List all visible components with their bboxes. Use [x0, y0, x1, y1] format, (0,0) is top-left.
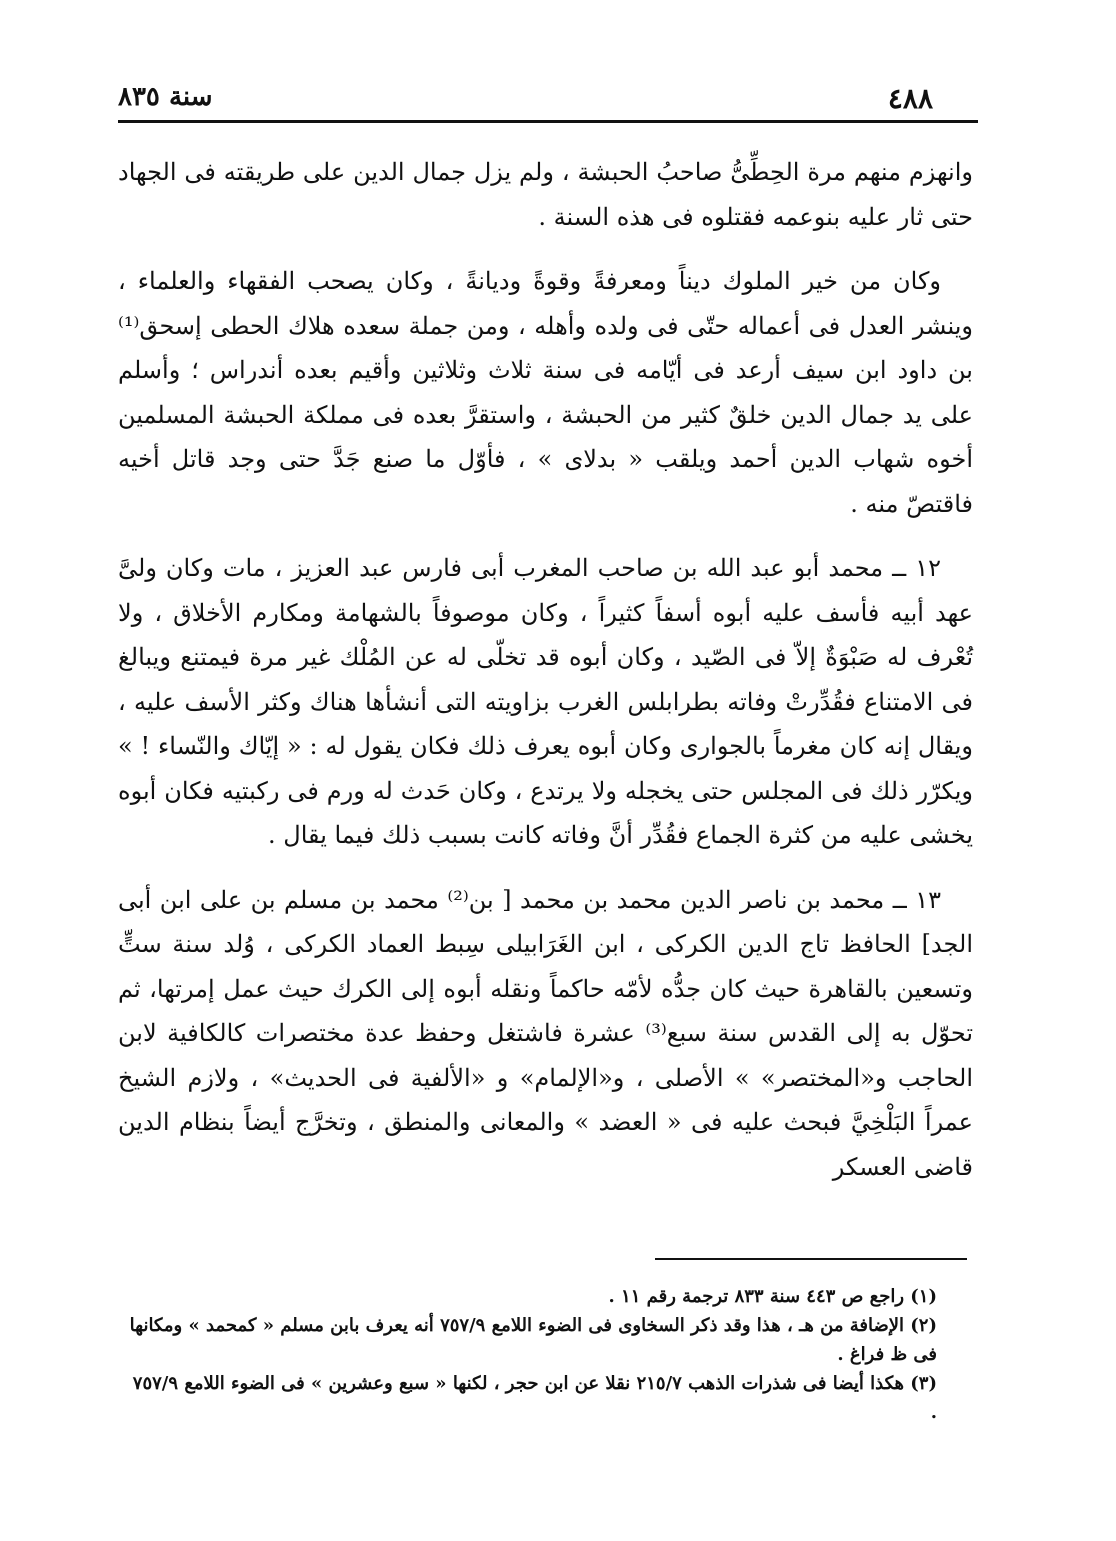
footnote-rule: [655, 1258, 967, 1260]
paragraph-1: وانهزم منهم مرة الحِطِّىُّ صاحبُ الحبشة ، ولم يزل جمال الدين على طريقته فى الجهاد حتى ثار عليه بنوعمه فقتلوه فى هذه السنة .: [118, 158, 973, 231]
footnotes: [125, 1282, 937, 1427]
page-header: [118, 78, 973, 122]
footnote-1: (١) راجع ص ٤٤٣ سنة ٨٣٣ ترجمة رقم ١١ .: [608, 1286, 937, 1307]
header-rule: [118, 120, 978, 123]
footnote-3: (٣) هكذا أيضا فى شذرات الذهب ٢١٥/٧ نقلا عن ابن حجر ، لكنها « سبع وعشرين » فى الضوء اللامع ٧٥٧/٩ .: [132, 1373, 937, 1423]
paragraph-entry-12: ١٢ ــ محمد أبو عبد الله بن صاحب المغرب أبى فارس عبد العزيز ، مات وكان ولىَّ عهد أبيه فأسف عليه أبوه أسفاً كثيراً ، وكان موصوفاً بالشهامة ومكارم الأخلاق ، ولا تُعْرف له صَبْوَةٌ إلاّ فى الصّيد ، وكان أبوه قد تخلّى له عن المُلْك غير مرة فيمتنع ويبالغ فى الامتناع فقُدِّرتْ وفاته بطرابلس الغرب بزاويته التى أنشأها هناك وكثر الأسف عليه ، ويقال إنه كان مغرماً بالجوارى وكان أبوه يعرف ذلك فكان يقول له : « إيّاك والنّساء ! » ويكرّر ذلك فى المجلس حتى يخجله ولا يرتدع ، وكان حَدث له ورم فى ركبتيه فكان أبوه يخشى عليه من كثرة الجماع فقُدِّر أنَّ وفاته كانت بسبب ذلك فيما يقال .: [118, 554, 974, 849]
paragraph-entry-13: ١٣ ــ محمد بن ناصر الدين محمد بن محمد [ بن⁽²⁾ محمد بن مسلم بن على ابن أبى الجد] الحافظ تاج الدين الكركى ، ابن الغَرَابيلى سِبط العماد الكركى ، وُلد سنة ستٍّ وتسعين بالقاهرة حيث كان جدُّه لأمّه حاكماً ونقله أبوه إلى الكرك حيث عمل إمرتها، ثم تحوّل به إلى القدس سنة سبع⁽³⁾ عشرة فاشتغل وحفظ عدة مختصرات كالكافية لابن الحاجب و«المختصر» » الأصلى ، و«الإلمام» و «الألفية فى الحديث» ، ولازم الشيخ عمراً البَلْخِيَّ فبحث عليه فى « العضد » والمعانى والمنطق ، وتخرَّج أيضاً بنظام الدين قاضى العسكر: [118, 885, 973, 1181]
running-head-year: سنة ٨٣٥: [118, 82, 213, 112]
main-text: [118, 150, 973, 1209]
paragraph-2: وكان من خير الملوك ديناً ومعرفةً وقوةً وديانةً ، وكان يصحب الفقهاء والعلماء ، وينشر العدل فى أعماله حتّى فى ولده وأهله ، ومن جملة سعده هلاك الحطى إسحق⁽¹⁾ بن داود ابن سيف أرعد فى أيّامه فى سنة ثلاث وثلاثين وأقيم بعده أندراس ؛ وأسلم على يد جمال الدين خلقٌ كثير من الحبشة ، واستقرَّ بعده فى مملكة الحبشة المسلمين أخوه شهاب الدين أحمد ويلقب « بدلاى » ، فأوّل ما صنع جَدَّ حتى وجد قاتل أخيه فاقتصّ منه .: [118, 267, 973, 518]
footnote-2: (٢) الإضافة من هـ ، هذا وقد ذكر السخاوى فى الضوء اللامع ٧٥٧/٩ أنه يعرف بابن مسلم « كمحمد » ومكانها فى ظ فراغ .: [129, 1315, 937, 1365]
page-number: ٤٨٨: [887, 82, 933, 115]
